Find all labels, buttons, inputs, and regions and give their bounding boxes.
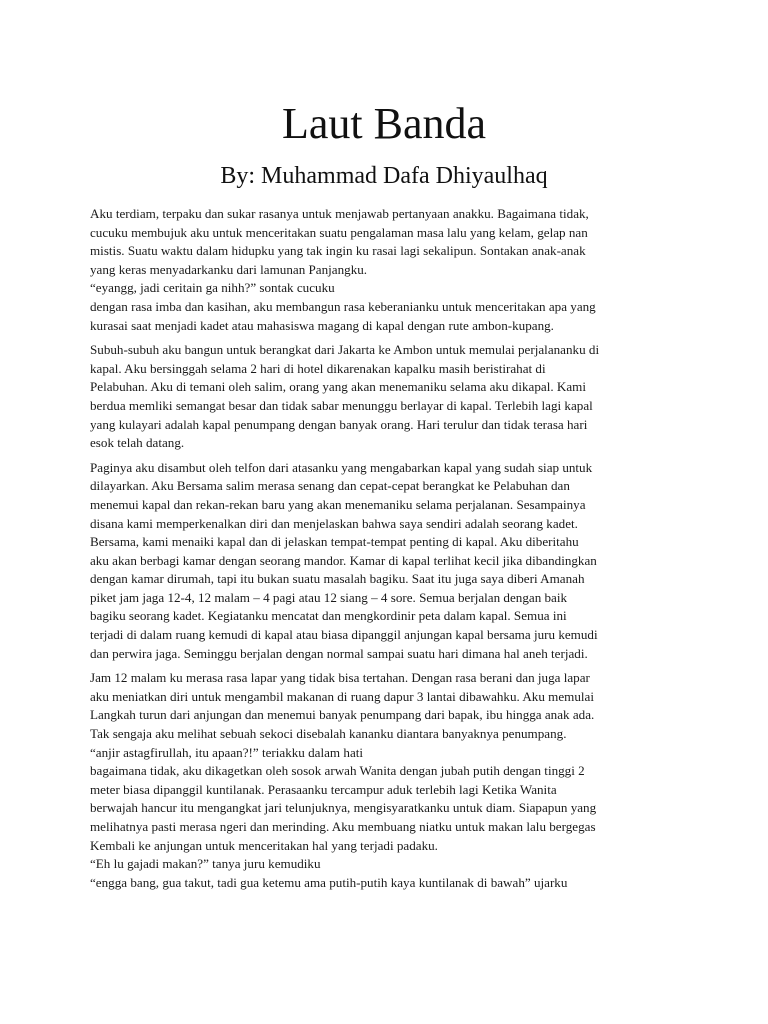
text-line: terjadi di dalam ruang kemudi di kapal atau biasa dipanggil anjungan kapal bersama juru kemudi xyxy=(90,627,598,643)
text-line: dilayarkan. Aku Bersama salim merasa senang dan cepat-cepat berangkat ke Pelabuhan dan xyxy=(90,478,570,494)
text-line: aku akan berbagi kamar dengan seorang mandor. Kamar di kapal terlihat kecil jika dibandingkan xyxy=(90,552,597,568)
document-title: Laut Banda xyxy=(281,99,487,148)
text-line: Aku terdiam, terpaku dan sukar rasanya untuk menjawab pertanyaan anakku. Bagaimana tidak, xyxy=(90,206,589,221)
text-line: disana kami memperkenalkan diri dan menjelaskan bahwa saya sendiri adalah seorang kadet. xyxy=(90,515,578,531)
text-line: meter biasa dipanggil kuntilanak. Perasaanku tercampur aduk terlebih lagi Ketika Wanita xyxy=(90,781,557,797)
text-line: yang keras menyadarkanku dari lamunan Panjangku. xyxy=(90,261,368,277)
text-line: kurasai saat menjadi kadet atau mahasiswa magang di kapal dengan rute ambon-kupang. xyxy=(90,317,554,333)
text-line: bagaimana tidak, aku dikagetkan oleh sosok arwah Wanita dengan jubah putih dengan tinggi 2 xyxy=(90,763,585,779)
text-line: Paginya aku disambut oleh telfon dari atasanku yang mengabarkan kapal yang sudah siap untuk xyxy=(90,459,593,475)
paragraph xyxy=(90,341,680,453)
text-line: “eyangg, jadi ceritain ga nihh?” sontak cucuku xyxy=(90,280,335,296)
paragraph xyxy=(90,205,680,335)
text-line: bagiku seorang kadet. Kegiatanku mencatat dan mengkordinir peta dalam kapal. Semua ini xyxy=(90,608,567,624)
text-line: berdua memliki semangat besar dan tidak sabar menunggu berlayar di kapal. Terlebih lagi kapal xyxy=(90,397,593,413)
text-line: Langkah turun dari anjungan dan menemui banyak penumpang dari bapak, ibu hingga anak ada. xyxy=(90,707,595,723)
text-line: aku meniatkan diri untuk mengambil makanan di ruang dapur 3 lantai dibawahku. Aku memulai xyxy=(90,688,594,704)
text-line: yang kulayari adalah kapal penumpang dengan banyak orang. Hari terulur dan tidak terasa hari xyxy=(90,416,588,432)
text-line: “engga bang, gua takut, tadi gua ketemu ama putih-putih kaya kuntilanak di bawah” ujarku xyxy=(90,874,568,890)
text-line: dan perwira jaga. Seminggu berjalan dengan normal sampai suatu hari dimana hal aneh terjadi. xyxy=(90,645,588,661)
text-line: “Eh lu gajadi makan?” tanya juru kemudiku xyxy=(90,856,321,872)
text-line: Pelabuhan. Aku di temani oleh salim, orang yang akan menemaniku selama aku dikapal. Kami xyxy=(90,379,586,395)
text-line: dengan rasa imba dan kasihan, aku membangun rasa keberanianku untuk menceritakan apa yang xyxy=(90,298,596,314)
text-line: cucuku membujuk aku untuk menceritakan suatu pengalaman masa lalu yang kelam, gelap nan xyxy=(90,224,588,240)
text-line: Subuh-subuh aku bangun untuk berangkat dari Jakarta ke Ambon untuk memulai perjalananku di xyxy=(90,342,600,358)
text-line: Tak sengaja aku melihat sebuah sekoci disebalah kananku diantara banyaknya penumpang. xyxy=(90,726,567,742)
paragraph xyxy=(90,669,680,892)
text-line: esok telah datang. xyxy=(90,435,185,451)
text-line: menemui kapal dan rekan-rekan baru yang akan menemaniku selama perjalanan. Sesampainya xyxy=(90,496,586,512)
text-line: Kembali ke anjungan untuk menceritakan hal yang terjadi padaku. xyxy=(90,837,438,853)
document-body xyxy=(90,205,680,898)
text-line: berwajah hancur itu mengangkat jari telunjuknya, mengisyaratkanku untuk diam. Siapapun yang xyxy=(90,800,597,816)
text-line: kapal. Aku bersinggah selama 2 hari di hotel dikarenakan kapalku masih beristirahat di xyxy=(90,360,546,376)
text-line: melihatnya pasti merasa ngeri dan merinding. Aku membuang niatku untuk makan lalu bergegas xyxy=(90,819,596,834)
text-line: “anjir astagfirullah, itu apaan?!” teriakku dalam hati xyxy=(90,744,364,760)
author-byline: By: Muhammad Dafa Dhiyaulhaq xyxy=(220,163,548,189)
paragraph xyxy=(90,459,680,664)
text-line: dengan kamar dirumah, tapi itu bukan suatu masalah bagiku. Saat itu juga saya diberi Amanah xyxy=(90,571,585,587)
text-line: piket jam jaga 12-4, 12 malam – 4 pagi atau 12 siang – 4 sore. Semua berjalan dengan baik xyxy=(90,589,568,605)
text-line: mistis. Suatu waktu dalam hidupku yang tak ingin ku rasai lagi sekalipun. Sontakan anak-anak xyxy=(90,243,586,259)
text-line: Bersama, kami menaiki kapal dan di jelaskan tempat-tempat penting di kapal. Aku diberitahu xyxy=(90,534,579,550)
text-line: Jam 12 malam ku merasa rasa lapar yang tidak bisa tertahan. Dengan rasa berani dan juga lapar xyxy=(90,670,590,686)
